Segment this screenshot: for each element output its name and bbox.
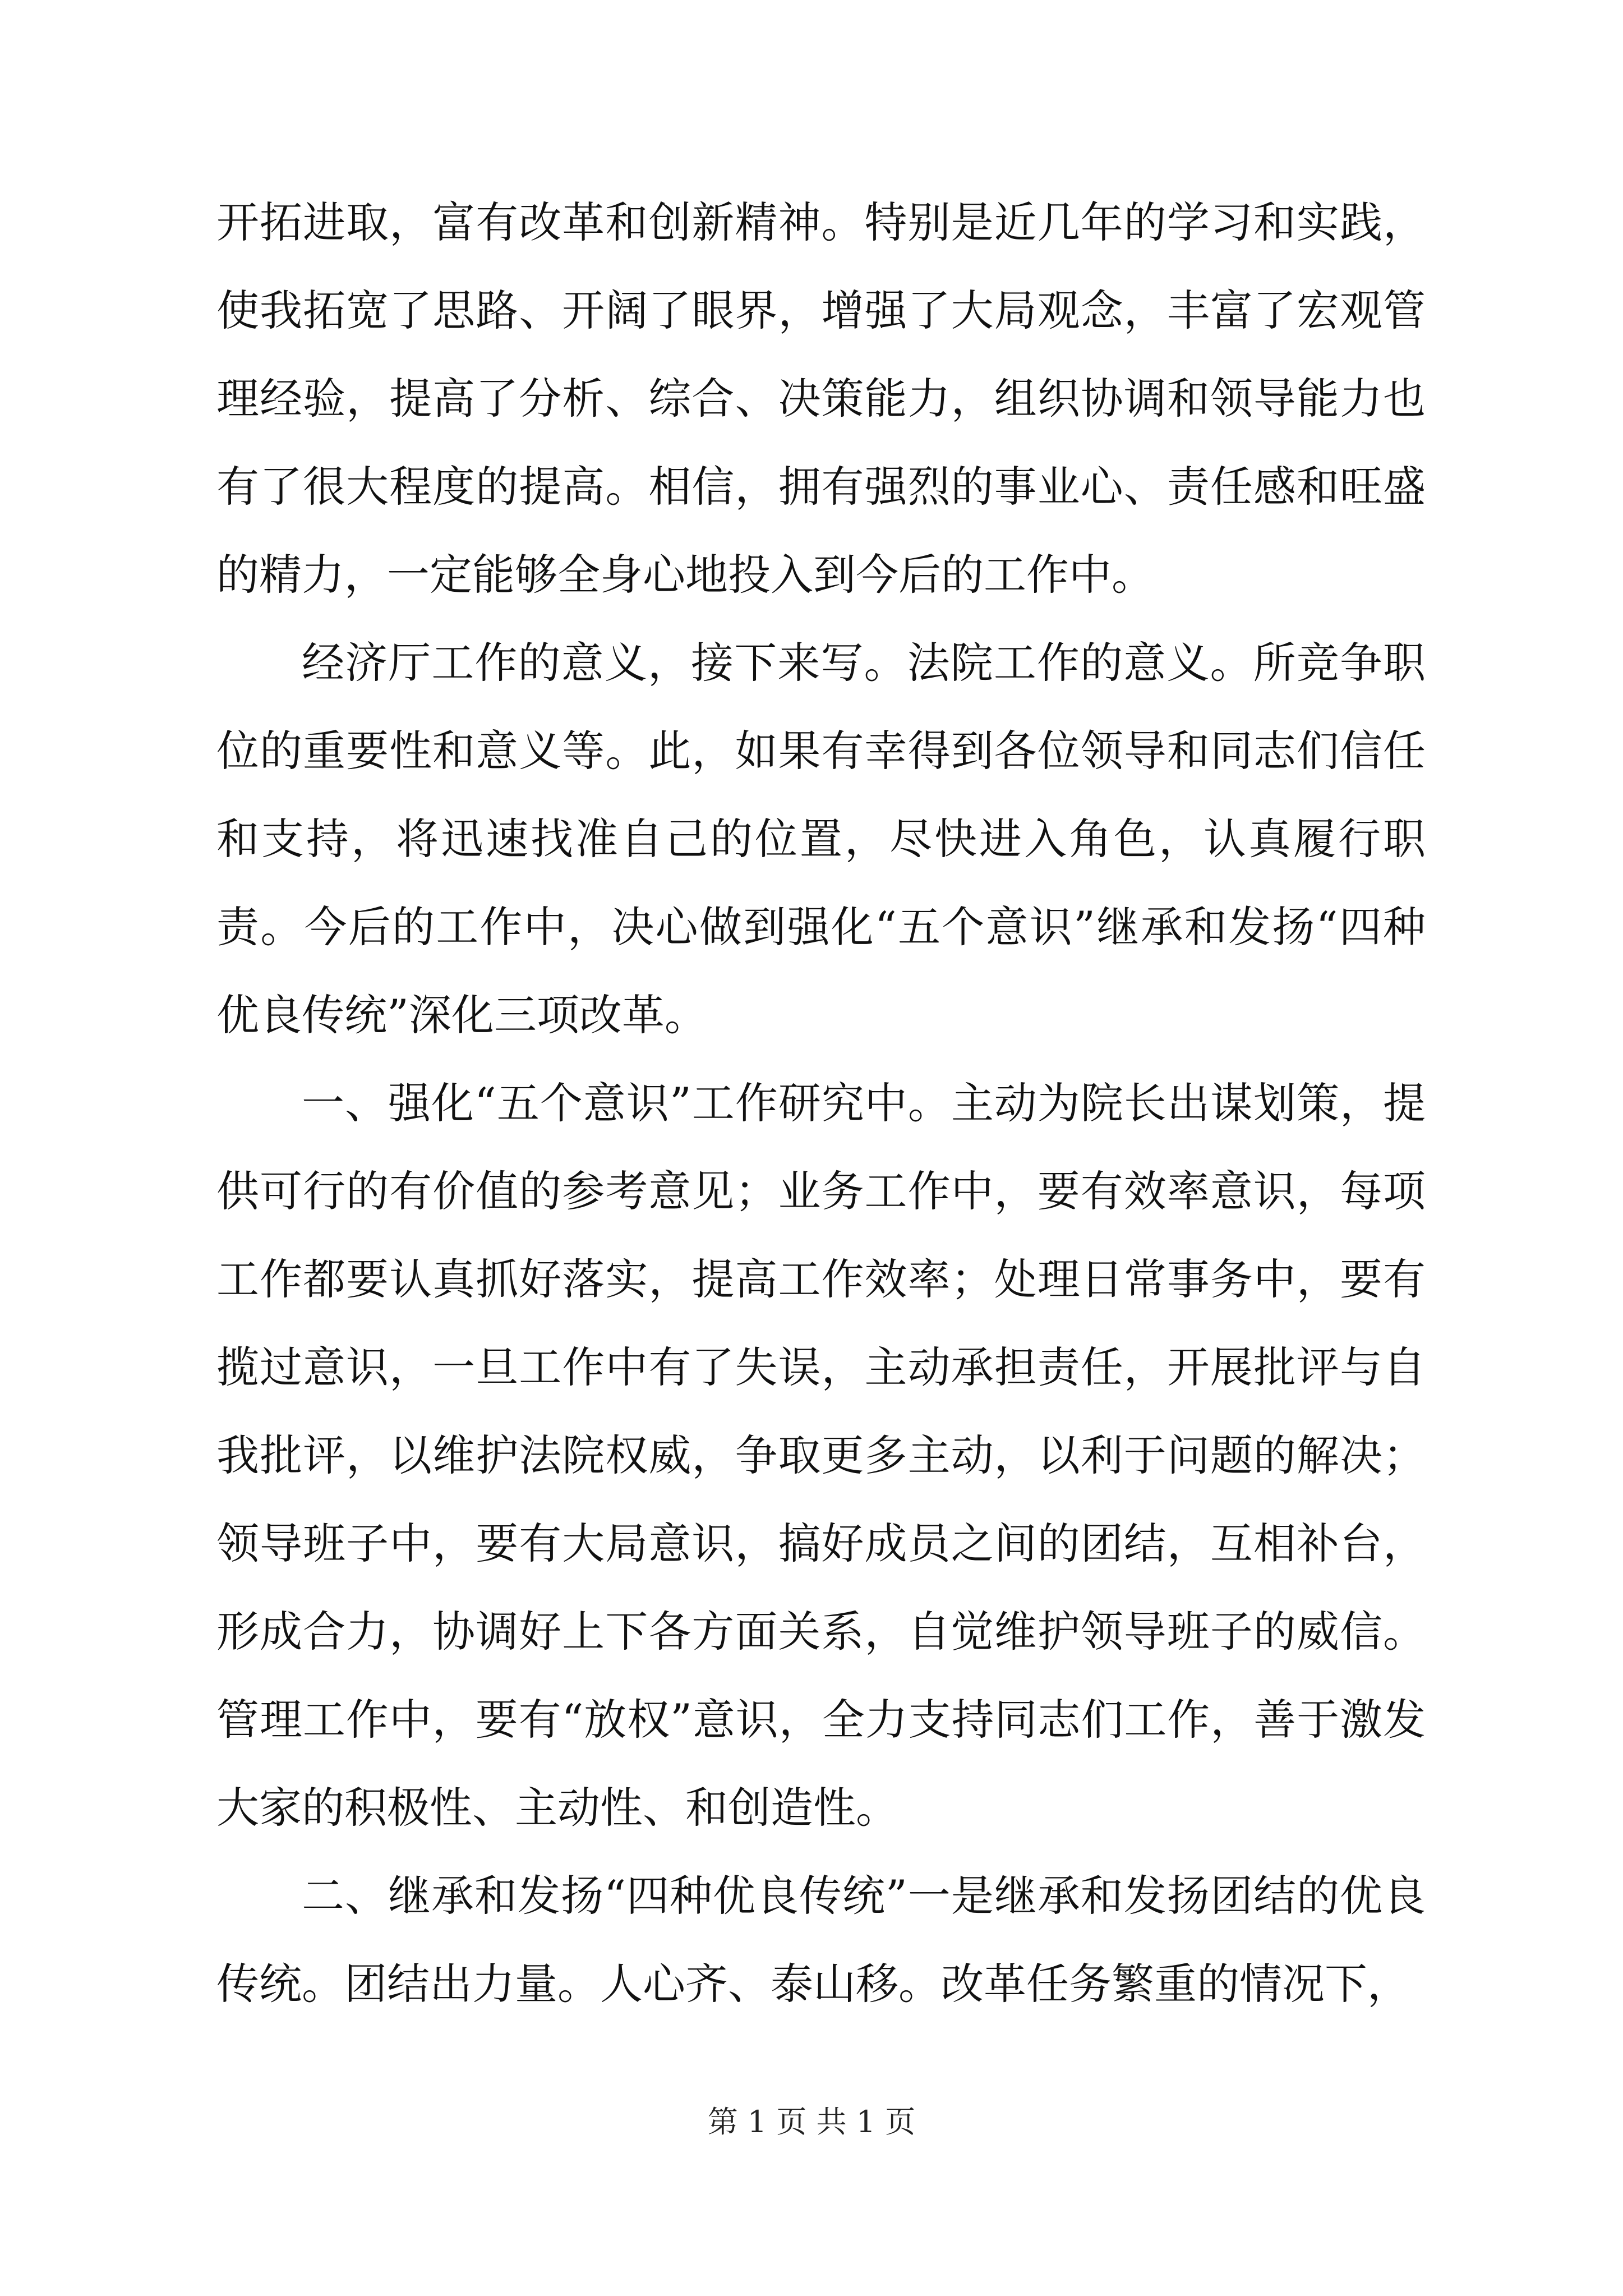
paragraph-4: 二、继承和发扬“四种优良传统”一是继承和发扬团结的优良传统。团结出力量。人心齐、泰山移。改革任务繁重的情况下，: [216, 1871, 1426, 2009]
page-footer: 第 1 页 共 1 页: [707, 2104, 916, 2139]
paragraph-3: 一、强化“五个意识”工作研究中。主动为院长出谋划策，提供可行的有价值的参考意见；业务工作中，要有效率意识，每项工作都要认真抓好落实，提高工作效率；处理日常事务中，要有揽过意识，一旦工作中有了失误，主动承担责任，开展批评与自我批评，以维护法院权威，争取更多主动，以利于问题的解决；领导班子中，要有大局意识，搞好成员之间的团结，互相补台，形成合力，协调好上下各方面关系，自觉维护领导班子的威信。管理工作中，要有“放权”意识，全力支持同志们工作，善于激发大家的积极性、主动性、和创造性。: [216, 1078, 1426, 1833]
paragraph-1: 开拓进取，富有改革和创新精神。特别是近几年的学习和实践，使我拓宽了思路、开阔了眼界，增强了大局观念，丰富了宏观管理经验，提高了分析、综合、决策能力，组织协调和领导能力也有了很大程度的提高。相信，拥有强烈的事业心、责任感和旺盛的精力，一定能够全身心地投入到今后的工作中。: [216, 197, 1426, 600]
document-body: [216, 178, 1426, 2028]
paragraph-2: 经济厅工作的意义，接下来写。法院工作的意义。所竞争职位的重要性和意义等。此，如果有幸得到各位领导和同志们信任和支持，将迅速找准自己的位置，尽快进入角色，认真履行职责。今后的工作中，决心做到强化“五个意识”继承和发扬“四种优良传统”深化三项改革。: [216, 638, 1426, 1040]
